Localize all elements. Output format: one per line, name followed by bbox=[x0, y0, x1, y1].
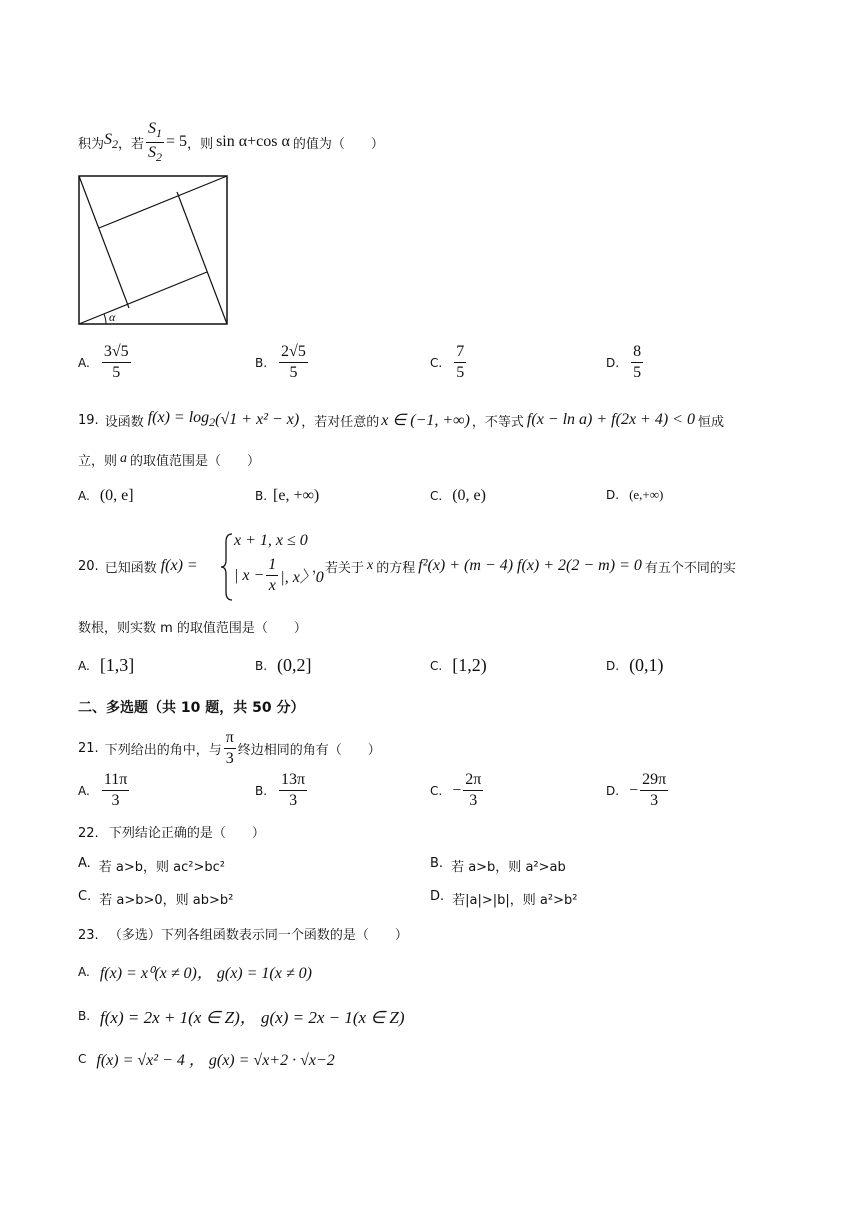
q23-number: 23. bbox=[78, 928, 99, 943]
q19-stem-line1: 19. 设函数 $f(x) = \log_2$ (√1 + x² − x) ，若对任意的 x ∈ (−1, +∞) ，不等式 f(x − ln a) + f(2x + 4) < 0 恒成 bbox=[78, 409, 724, 430]
q18-prefix: 积为 bbox=[78, 136, 105, 152]
q21-option-c-fraction: $\frac{2\pi}{3}$ bbox=[465, 771, 482, 809]
q18-then: ，则 bbox=[187, 136, 214, 152]
q22-number: 22. bbox=[78, 826, 99, 841]
q21-option-a[interactable]: A. $\frac{11\pi}{3}$ bbox=[78, 771, 128, 809]
q18-tail: 的值为（ ） bbox=[292, 136, 384, 152]
q18-square-figure bbox=[78, 175, 230, 327]
q18-ratio-fraction: $\frac{S_1}{S_2}$ bbox=[148, 120, 163, 164]
q21-option-d-fraction: $\frac{29\pi}{3}$ bbox=[642, 771, 667, 809]
q18-option-d[interactable]: D. $\frac{8}{5}$ bbox=[606, 343, 642, 381]
q22-option-c[interactable]: C. 若 a>b>0，则 ab>b² bbox=[78, 889, 234, 908]
q20-stem-line1b: ，若关于 x 的方程 f²(x) + (m − 4) f(x) + 2(2 − m) = 0 有五个不同的实 bbox=[312, 557, 736, 576]
q19-option-b[interactable]: B. [e, +∞) bbox=[255, 487, 320, 504]
q18-option-b[interactable]: B. $\frac{2√5}{5}$ bbox=[255, 343, 306, 381]
q21-option-a-fraction: $\frac{11\pi}{3}$ bbox=[103, 771, 128, 809]
q20-equation: f²(x) + (m − 4) f(x) + 2(2 − m) = 0 bbox=[418, 557, 642, 574]
q20-case2-fraction: $\frac{1}{x}$ bbox=[268, 556, 277, 594]
q19-option-a[interactable]: A. (0, e] bbox=[78, 487, 134, 504]
q20-var: x bbox=[367, 558, 374, 573]
q18-option-a-fraction: $\frac{3√5}{5}$ bbox=[103, 343, 129, 381]
q20-function: f(x) = bbox=[160, 557, 198, 574]
q19-function-arg: (√1 + x² − x) bbox=[215, 411, 300, 428]
q19-var: a bbox=[120, 451, 128, 466]
q19-stem-line2: 立，则 a 的取值范围是（ ） bbox=[78, 451, 261, 469]
q18-option-c-fraction: $\frac{7}{5}$ bbox=[456, 343, 465, 381]
q18-if: ，若 bbox=[118, 136, 145, 152]
q20-case1: x + 1, x ≤ 0 bbox=[234, 532, 308, 549]
q19-number: 19. bbox=[78, 412, 99, 428]
q18-s2: $S_2$ bbox=[104, 131, 119, 152]
q20-stem-line2: 数根，则实数 m 的取值范围是（ ） bbox=[78, 621, 307, 636]
q21-option-b-fraction: $\frac{13\pi}{3}$ bbox=[281, 771, 306, 809]
q22-stem: 22. 下列结论正确的是（ ） bbox=[78, 826, 265, 841]
q22-option-d[interactable]: D. 若|a|>|b|，则 a²>b² bbox=[430, 889, 578, 908]
q19-function: $f(x) = \log_2$ bbox=[147, 409, 216, 430]
q20-case2: | x − $\frac{1}{x}$ |, x〉0 bbox=[234, 556, 324, 594]
q21-stem: 21. 下列给出的角中，与 $\frac{\pi}{3}$ 终边相同的角有（ ） bbox=[78, 728, 381, 767]
q18-alpha-label: α bbox=[109, 310, 116, 324]
q18-option-b-fraction: $\frac{2√5}{5}$ bbox=[281, 343, 306, 381]
q19-option-d[interactable]: D. (e,+∞) bbox=[606, 487, 664, 502]
q23-option-b[interactable]: B. f(x) = 2x + 1(x ∈ Z)， g(x) = 2x − 1(x ∈ Z) bbox=[78, 1008, 405, 1027]
q21-fraction: $\frac{\pi}{3}$ bbox=[225, 728, 234, 767]
q18-expr: sin α+cos α bbox=[216, 133, 290, 150]
q19-domain: x ∈ (−1, +∞) bbox=[381, 412, 470, 429]
q21-option-b[interactable]: B. $\frac{13\pi}{3}$ bbox=[255, 771, 306, 809]
q19-option-c[interactable]: C. (0, e) bbox=[430, 487, 486, 504]
q20-option-c[interactable]: C. [1,2) bbox=[430, 655, 487, 675]
q18-option-d-fraction: $\frac{8}{5}$ bbox=[633, 343, 642, 381]
q21-option-c[interactable]: C. − $\frac{2\pi}{3}$ bbox=[430, 771, 482, 809]
q21-option-d[interactable]: D. − $\frac{29\pi}{3}$ bbox=[606, 771, 667, 809]
q22-option-b[interactable]: B. 若 a>b，则 a²>ab bbox=[430, 856, 566, 875]
section2-heading: 二、多选题（共 10 题，共 50 分） bbox=[78, 700, 305, 716]
q18-option-a[interactable]: A. $\frac{3√5}{5}$ bbox=[78, 343, 129, 381]
q19-inequality: f(x − ln a) + f(2x + 4) < 0 bbox=[526, 411, 695, 428]
q20-brace bbox=[220, 532, 234, 602]
q20-option-a[interactable]: A. [1,3] bbox=[78, 655, 135, 675]
q22-option-a[interactable]: A. 若 a>b，则 ac²>bc² bbox=[78, 856, 226, 875]
q20-stem-line1: 20. 已知函数 f(x) = bbox=[78, 557, 198, 576]
q20-number: 20. bbox=[78, 558, 99, 574]
q23-option-a[interactable]: A. f(x) = x⁰(x ≠ 0)， g(x) = 1(x ≠ 0) bbox=[78, 964, 312, 982]
q18-stem-line bbox=[78, 122, 384, 162]
q20-option-d[interactable]: D. (0,1) bbox=[606, 655, 664, 675]
q23-option-c[interactable]: C f(x) = √x² − 4 ， g(x) = √x+2 · √x−2 bbox=[78, 1051, 335, 1069]
q18-ratio-eq: = 5 bbox=[166, 133, 188, 150]
q20-option-b[interactable]: B. (0,2] bbox=[255, 655, 312, 675]
q23-stem: 23. （多选）下列各组函数表示同一个函数的是（ ） bbox=[78, 928, 408, 943]
q21-number: 21. bbox=[78, 740, 99, 756]
q18-option-c[interactable]: C. $\frac{7}{5}$ bbox=[430, 343, 465, 381]
